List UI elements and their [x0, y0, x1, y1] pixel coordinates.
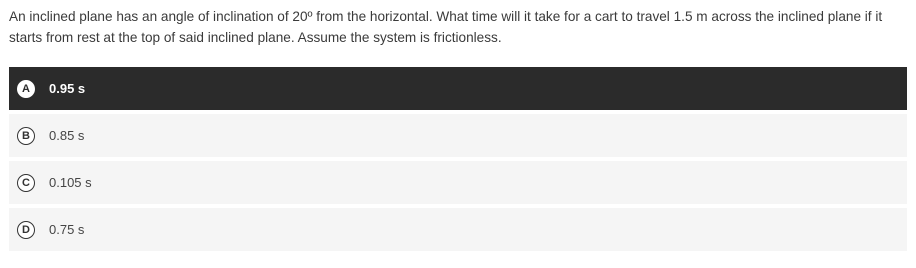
option-letter-badge: D — [17, 221, 35, 239]
option-d[interactable] — [9, 208, 907, 251]
option-label: 0.95 s — [49, 81, 86, 96]
option-b[interactable] — [9, 114, 907, 157]
option-c[interactable] — [9, 161, 907, 204]
answer-options — [9, 67, 907, 255]
option-label: 0.75 s — [49, 222, 85, 237]
option-letter-badge: C — [17, 174, 35, 192]
option-a[interactable] — [9, 67, 907, 110]
option-label: 0.105 s — [49, 175, 92, 190]
option-label: 0.85 s — [49, 128, 85, 143]
option-letter-badge: B — [17, 127, 35, 145]
question-text: An inclined plane has an angle of inclination of 20º from the horizontal. What time will it take for a cart to travel 1.5 m across the inclined plane if it starts from rest at the top of said inclined plane. Assume the system is frictionless. — [9, 9, 883, 45]
option-letter-badge: A — [17, 80, 35, 98]
